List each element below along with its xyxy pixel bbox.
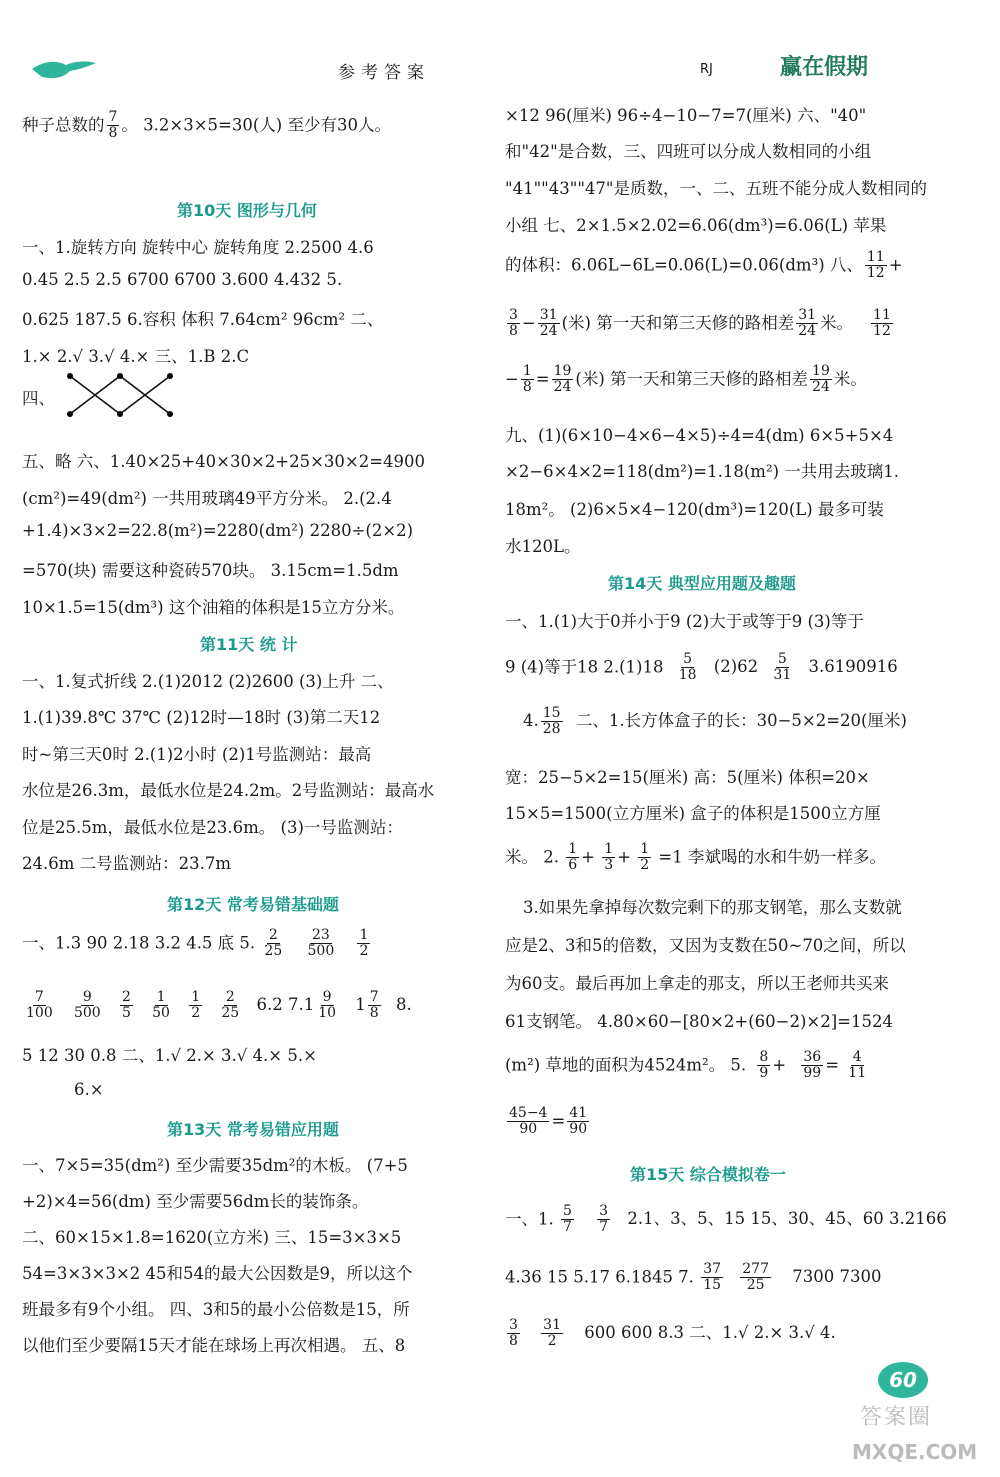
- fraction: $\frac{2}{25}$: [221, 989, 240, 1022]
- bird-logo-icon: [30, 55, 100, 87]
- text-line: 1.× 2.√ 3.√ 4.× 三、1.B 2.C: [22, 347, 250, 366]
- watermark-url: MXQE.COM: [852, 1440, 978, 1464]
- text-line: 水位是26.3m，最低水位是24.2m。2号监测站：最高水: [22, 781, 435, 800]
- text-line: 一、1. $\frac{5}{7}$ $\frac{3}{7}$ 2.1、3、5、15 15、30、45、60 3.2166: [505, 1203, 947, 1236]
- text-line: 位是25.5m，最低水位是23.6m。 (3)一号监测站：: [22, 818, 403, 837]
- text-line: 的体积：6.06L−6L=0.06(L)=0.06(dm³) 八、 $\frac{11}{12}$ +: [505, 249, 903, 282]
- fraction: $\frac{2}{5}$: [121, 989, 131, 1022]
- text-line: 九、(1)(6×10−4×6−4×5)÷4=4(dm) 6×5+5×4: [505, 426, 894, 445]
- text-line: 为60支。最后再加上拿走的那支，所以王老师共买来: [505, 974, 889, 993]
- text-line: $\frac{7}{100}$ $\frac{9}{500}$ $\frac{2}{5}$ $\frac{1}{50}$ $\frac{1}{2}$ $\frac{2}{25}$ 6.2 7.1 $\frac{9}{10}$ 1 $\frac{7}{8}$ 8.: [26, 989, 412, 1022]
- section-title-day11: 第11天 统 计: [200, 635, 298, 654]
- text-line: 54=3×3×3×2 45和54的最大公因数是9，所以这个: [22, 1264, 413, 1283]
- fraction: $\frac{15}{28}$: [542, 705, 561, 738]
- fraction: $\frac{11}{12}$: [873, 307, 891, 340]
- text-line: 5 12 30 0.8 二、1.√ 2.× 3.√ 4.× 5.×: [22, 1046, 317, 1065]
- fraction: $\frac{36}{99}$: [803, 1049, 822, 1082]
- page-number: 60: [878, 1362, 928, 1398]
- text-line: 6.×: [74, 1080, 104, 1099]
- fraction: $\frac{277}{25}$: [742, 1261, 769, 1294]
- brand-name: 赢在假期: [780, 55, 869, 80]
- fraction: $\frac{2}{25}$: [264, 927, 283, 960]
- fraction: $\frac{37}{15}$: [703, 1261, 722, 1294]
- text-line: 和"42"是合数，三、四班可以分成人数相同的小组: [505, 142, 872, 161]
- text-line: − $\frac{1}{8}$ = $\frac{19}{24}$ (米) 第一天和第三天修的路相差 $\frac{19}{24}$ 米。: [505, 363, 867, 396]
- fraction: $\frac{9}{500}$: [73, 989, 101, 1022]
- fraction: $\frac{1}{3}$: [604, 841, 614, 874]
- fraction: $\frac{4}{11}$: [848, 1049, 867, 1082]
- text-line: 0.625 187.5 6.容积 体积 7.64cm² 96cm² 二、: [22, 310, 384, 329]
- text-line: 水120L。: [505, 537, 581, 556]
- text-line: 18m²。 (2)6×5×4−120(dm³)=120(L) 最多可装: [505, 500, 884, 519]
- text-line: +2)×4=56(dm) 至少需要56dm长的装饰条。: [22, 1192, 369, 1211]
- section-title-day10: 第10天 图形与几何: [177, 201, 317, 220]
- fraction: $\frac{5}{31}$: [773, 651, 792, 684]
- fraction: $\frac{45-4}{90}$: [509, 1105, 548, 1138]
- text-line: 15×5=1500(立方厘米) 盒子的体积是1500立方厘: [505, 804, 881, 823]
- fraction: $\frac{5}{7}$: [563, 1203, 572, 1236]
- fraction: $\frac{19}{24}$: [812, 363, 830, 396]
- fraction: $\frac{1}{50}$: [152, 989, 170, 1022]
- text-line: 一、1.复式折线 2.(1)2012 (2)2600 (3)上升 二、: [22, 672, 394, 691]
- fraction: $\frac{1}{2}$: [191, 989, 201, 1022]
- text-line: (m²) 草地的面积为4524m²。 5. $\frac{8}{9}$ + $\frac{36}{99}$ = $\frac{4}{11}$: [505, 1049, 867, 1082]
- fraction: $\frac{7}{100}$: [26, 989, 53, 1022]
- text-line: $\frac{45-4}{90}$ = $\frac{41}{90}$: [509, 1105, 588, 1138]
- text-line: 61支钢笔。 4.80×60−[80×2+(60−2)×2]=1524: [505, 1012, 893, 1031]
- text-line: 二、60×15×1.8=1620(立方米) 三、15=3×3×5: [22, 1228, 402, 1247]
- text-line: 应是2、3和5的倍数，又因为支数在50~70之间，所以: [505, 936, 906, 955]
- fraction: $\frac{3}{8}$: [509, 1317, 518, 1350]
- section-title-day14: 第14天 典型应用题及趣题: [608, 574, 796, 593]
- fraction: $\frac{41}{90}$: [569, 1105, 588, 1138]
- text-line: 4.36 15 5.17 6.1845 7. $\frac{37}{15}$ $\frac{277}{25}$ 7300 7300: [505, 1261, 882, 1294]
- edition-tag: RJ: [700, 62, 713, 77]
- text-line: "41""43""47"是质数，一、二、五班不能分成人数相同的: [505, 179, 928, 198]
- text-line: 0.45 2.5 2.5 6700 6700 3.600 4.432 5.: [22, 270, 343, 289]
- fraction: $\frac{31}{2}$: [543, 1317, 561, 1350]
- text-line: ×12 96(厘米) 96÷4−10−7=7(厘米) 六、"40": [505, 106, 867, 125]
- text-line: 时~第三天0时 2.(1)2小时 (2)1号监测站：最高: [22, 745, 372, 764]
- text-line: 五、略 六、1.40×25+40×30×2+25×30×2=4900: [22, 452, 426, 471]
- fraction: $\frac{19}{24}$: [553, 363, 572, 396]
- text-line: 一、1.旋转方向 旋转中心 旋转角度 2.2500 4.6: [22, 238, 374, 257]
- text-line: $\frac{3}{8}$ − $\frac{31}{24}$ (米) 第一天和第三天修的路相差 $\frac{31}{24}$ 米。 $\frac{11}{12}$: [509, 307, 891, 340]
- text-line: 9 (4)等于18 2.(1)18 $\frac{5}{18}$ (2)62 $\frac{5}{31}$ 3.6190916: [505, 651, 898, 684]
- text-line: 以他们至少要隔15天才能在球场上再次相遇。 五、8: [22, 1336, 406, 1355]
- text-line: 四、: [22, 389, 55, 408]
- text-line: 小组 七、2×1.5×2.02=6.06(dm³)=6.06(L) 苹果: [505, 216, 887, 235]
- text-line: +1.4)×3×2=22.8(m²)=2280(dm²) 2280÷(2×2): [22, 521, 414, 540]
- fraction: $\frac{31}{24}$: [539, 307, 558, 340]
- fraction: $\frac{1}{8}$: [522, 363, 532, 396]
- section-title-day13: 第13天 常考易错应用题: [167, 1120, 339, 1139]
- fraction: $\frac{7}{8}$: [369, 989, 379, 1022]
- text-line: 宽：25−5×2=15(厘米) 高：5(厘米) 体积=20×: [505, 768, 870, 787]
- text-line: 3.如果先拿掉每次数完剩下的那支钢笔，那么支数就: [523, 898, 902, 917]
- text-line: 1.(1)39.8℃ 37℃ (2)12时—18时 (3)第二天12: [22, 708, 381, 727]
- fraction: $\frac{5}{18}$: [678, 651, 697, 684]
- fraction: $\frac{31}{24}$: [798, 307, 817, 340]
- fraction: $\frac{23}{500}$: [307, 927, 335, 960]
- text-line: 米。 2. $\frac{1}{6}$ + $\frac{1}{3}$ + $\frac{1}{2}$ =1 李斌喝的水和牛奶一样多。: [505, 841, 886, 874]
- section-title-day12: 第12天 常考易错基础题: [167, 895, 339, 914]
- section-title-day15: 第15天 综合模拟卷一: [630, 1165, 786, 1184]
- fraction: $\frac{1}{2}$: [640, 841, 650, 874]
- fraction: $\frac{9}{10}$: [318, 989, 337, 1022]
- fraction: $\frac{8}{9}$: [759, 1049, 769, 1082]
- fraction: $\frac{3}{8}$: [509, 307, 518, 340]
- text-line: 一、1.(1)大于0并小于9 (2)大于或等于9 (3)等于: [505, 612, 864, 631]
- fraction: $\frac{1}{2}$: [359, 927, 369, 960]
- fraction: $\frac{3}{7}$: [599, 1203, 609, 1236]
- fraction: $\frac{11}{12}$: [866, 249, 885, 282]
- text-line: ×2−6×4×2=118(dm²)=1.18(m²) 一共用去玻璃1.: [505, 462, 899, 481]
- text-line: 一、7×5=35(dm²) 至少需要35dm²的木板。 (7+5: [22, 1156, 408, 1175]
- text-line: =570(块) 需要这种瓷砖570块。 3.15cm=1.5dm: [22, 561, 399, 580]
- text-line: 4. $\frac{15}{28}$ 二、1.长方体盒子的长：30−5×2=20(厘米): [523, 705, 907, 738]
- text-line: 一、1.3 90 2.18 3.2 4.5 底 5. $\frac{2}{25}$ $\frac{23}{500}$ $\frac{1}{2}$: [22, 927, 369, 960]
- matching-lines-diagram: [60, 370, 180, 420]
- text-line: 24.6m 二号监测站：23.7m: [22, 854, 232, 873]
- text-line: (cm²)=49(dm²) 一共用玻璃49平方分米。 2.(2.4: [22, 489, 392, 508]
- text-line: 班最多有9个小组。 四、3和5的最小公倍数是15，所: [22, 1300, 410, 1319]
- watermark-text: 答案圈: [860, 1405, 933, 1430]
- text-line: $\frac{3}{8}$ $\frac{31}{2}$ 600 600 8.3 二、1.√ 2.× 3.√ 4.: [509, 1317, 836, 1350]
- fraction: $\frac{7}{8}$: [108, 109, 118, 142]
- text-line: 10×1.5=15(dm³) 这个油箱的体积是15立方分米。: [22, 598, 405, 617]
- page-header-title: 参考答案: [338, 63, 430, 83]
- text-line: 种子总数的 $\frac{7}{8}$ 。 3.2×3×5=30(人) 至少有30人。: [22, 109, 391, 142]
- fraction: $\frac{1}{6}$: [568, 841, 578, 874]
